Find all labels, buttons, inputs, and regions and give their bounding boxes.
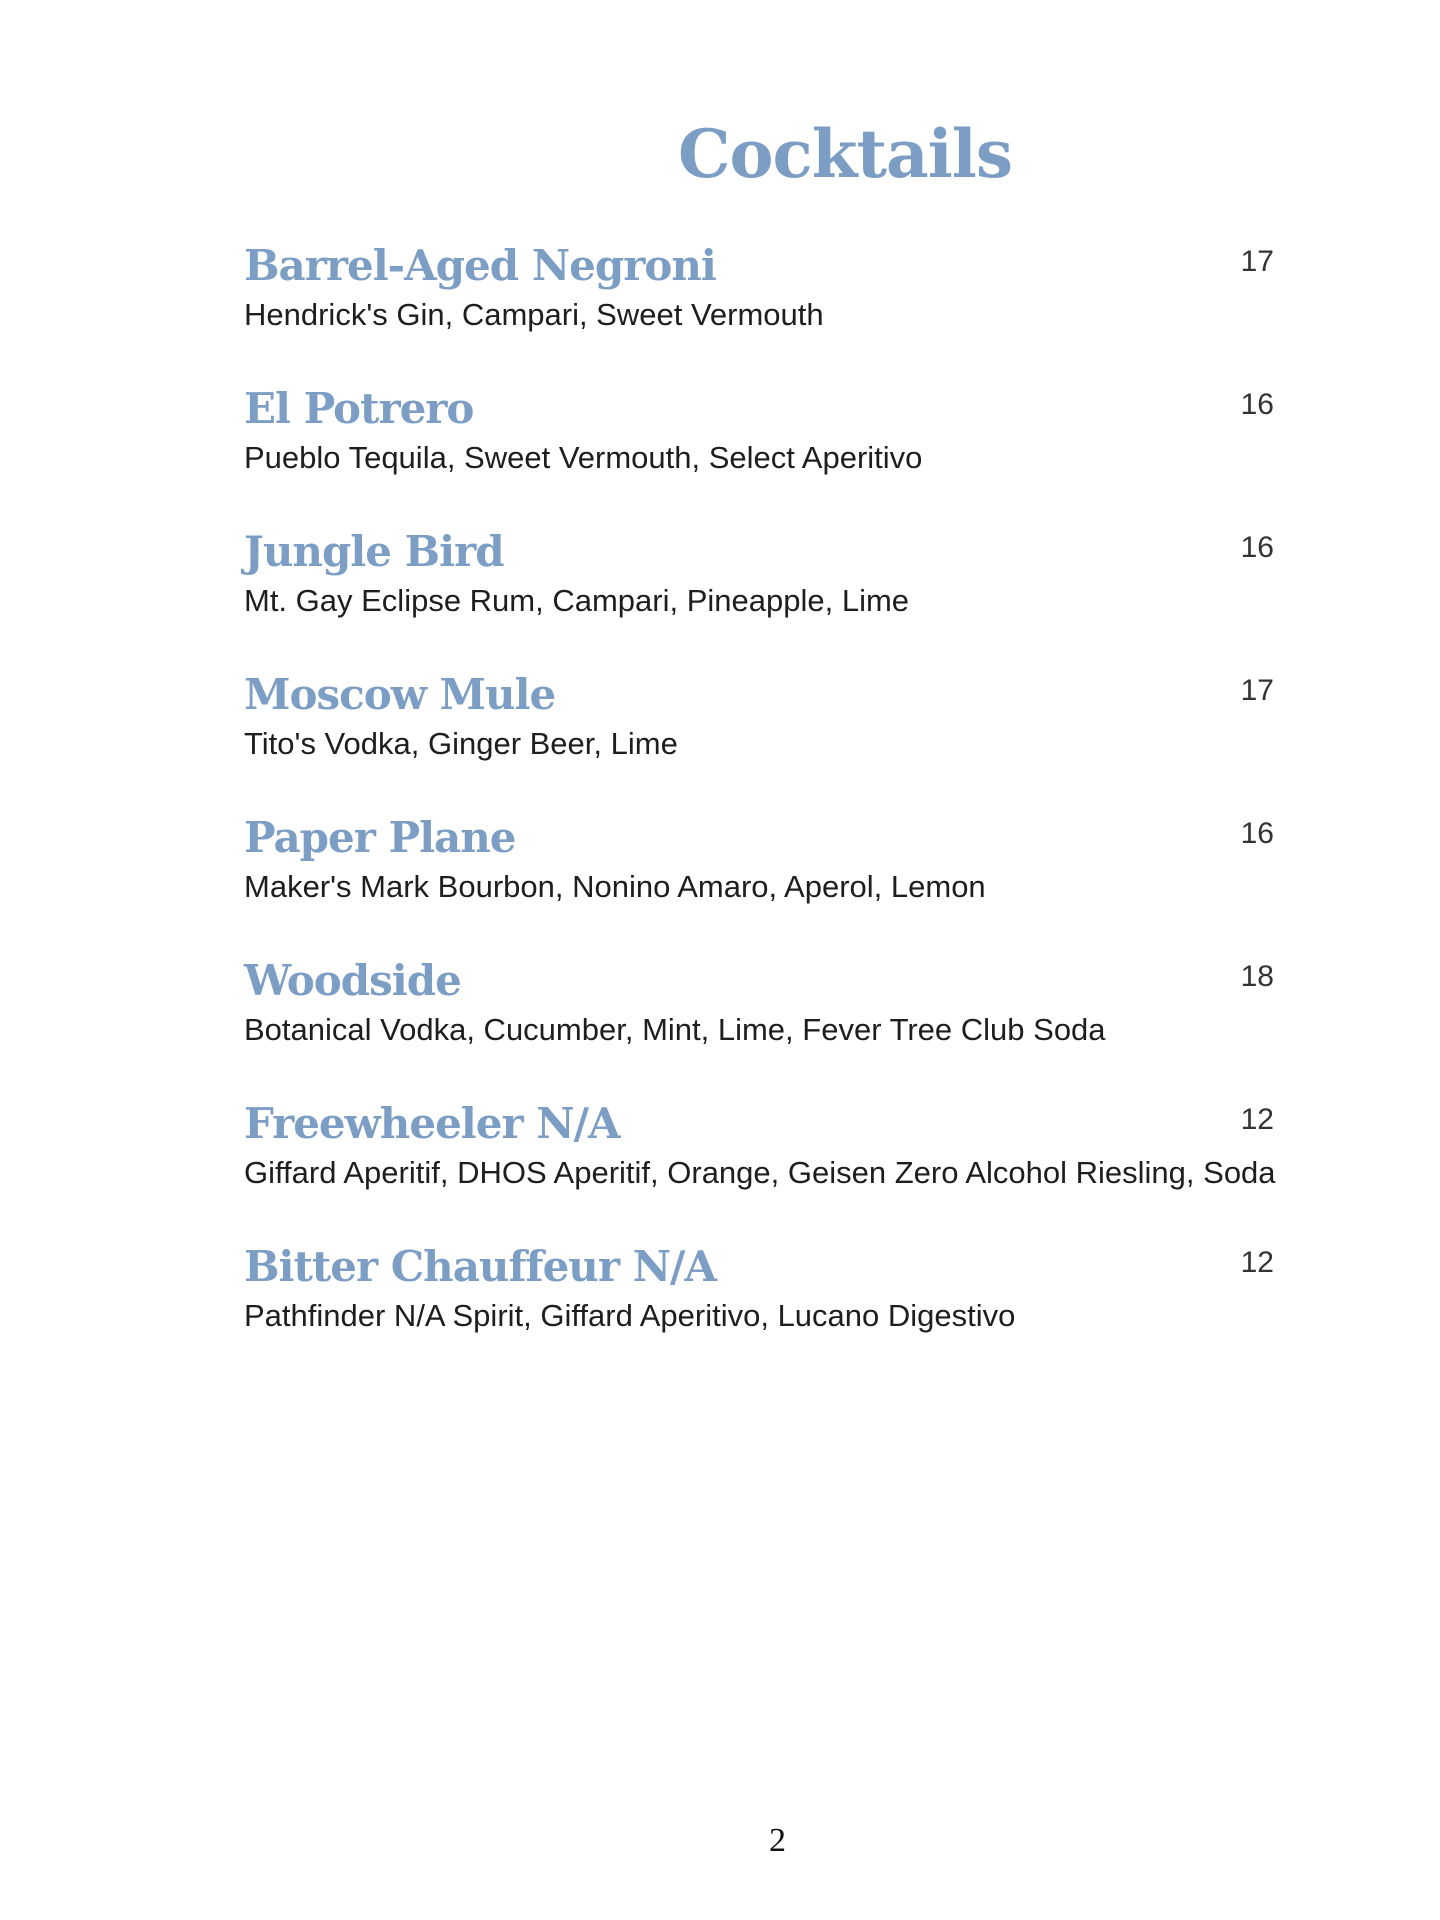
item-name: Paper Plane bbox=[244, 813, 516, 862]
item-description: Pueblo Tequila, Sweet Vermouth, Select Aperitivo bbox=[244, 440, 923, 475]
item-price: 16 bbox=[1240, 817, 1274, 850]
menu-item bbox=[244, 1095, 1274, 1238]
menu-item bbox=[244, 380, 1274, 523]
item-description: Mt. Gay Eclipse Rum, Campari, Pineapple, Lime bbox=[244, 583, 910, 618]
menu-item bbox=[244, 1238, 1274, 1381]
item-price: 17 bbox=[1240, 674, 1274, 707]
item-name: Freewheeler N/A bbox=[244, 1099, 620, 1148]
item-description: Pathfinder N/A Spirit, Giffard Aperitivo, Lucano Digestivo bbox=[244, 1298, 1016, 1333]
item-name: Woodside bbox=[244, 956, 461, 1005]
item-description: Maker's Mark Bourbon, Nonino Amaro, Aperol, Lemon bbox=[244, 869, 986, 904]
item-price: 17 bbox=[1240, 245, 1274, 278]
menu-item bbox=[244, 952, 1274, 1095]
item-description: Botanical Vodka, Cucumber, Mint, Lime, Fever Tree Club Soda bbox=[244, 1012, 1106, 1047]
item-description: Hendrick's Gin, Campari, Sweet Vermouth bbox=[244, 297, 824, 332]
item-name: El Potrero bbox=[244, 384, 474, 433]
item-name: Bitter Chauffeur N/A bbox=[244, 1242, 716, 1291]
item-price: 18 bbox=[1240, 960, 1274, 993]
item-description: Giffard Aperitif, DHOS Aperitif, Orange, Geisen Zero Alcohol Riesling, Soda bbox=[244, 1155, 1276, 1190]
menu-item bbox=[244, 666, 1274, 809]
item-name: Moscow Mule bbox=[244, 670, 556, 719]
menu-item bbox=[244, 523, 1274, 666]
item-price: 12 bbox=[1240, 1103, 1274, 1136]
item-description: Tito's Vodka, Ginger Beer, Lime bbox=[244, 726, 678, 761]
item-price: 16 bbox=[1240, 531, 1274, 564]
item-name: Jungle Bird bbox=[244, 527, 504, 576]
page-title: Cocktails bbox=[677, 115, 1013, 193]
cocktail-list bbox=[244, 237, 1274, 1381]
item-price: 12 bbox=[1240, 1246, 1274, 1279]
page-number: 2 bbox=[769, 1822, 786, 1859]
menu-item bbox=[244, 237, 1274, 380]
item-price: 16 bbox=[1240, 388, 1274, 421]
item-name: Barrel-Aged Negroni bbox=[244, 241, 716, 290]
menu-item bbox=[244, 809, 1274, 952]
